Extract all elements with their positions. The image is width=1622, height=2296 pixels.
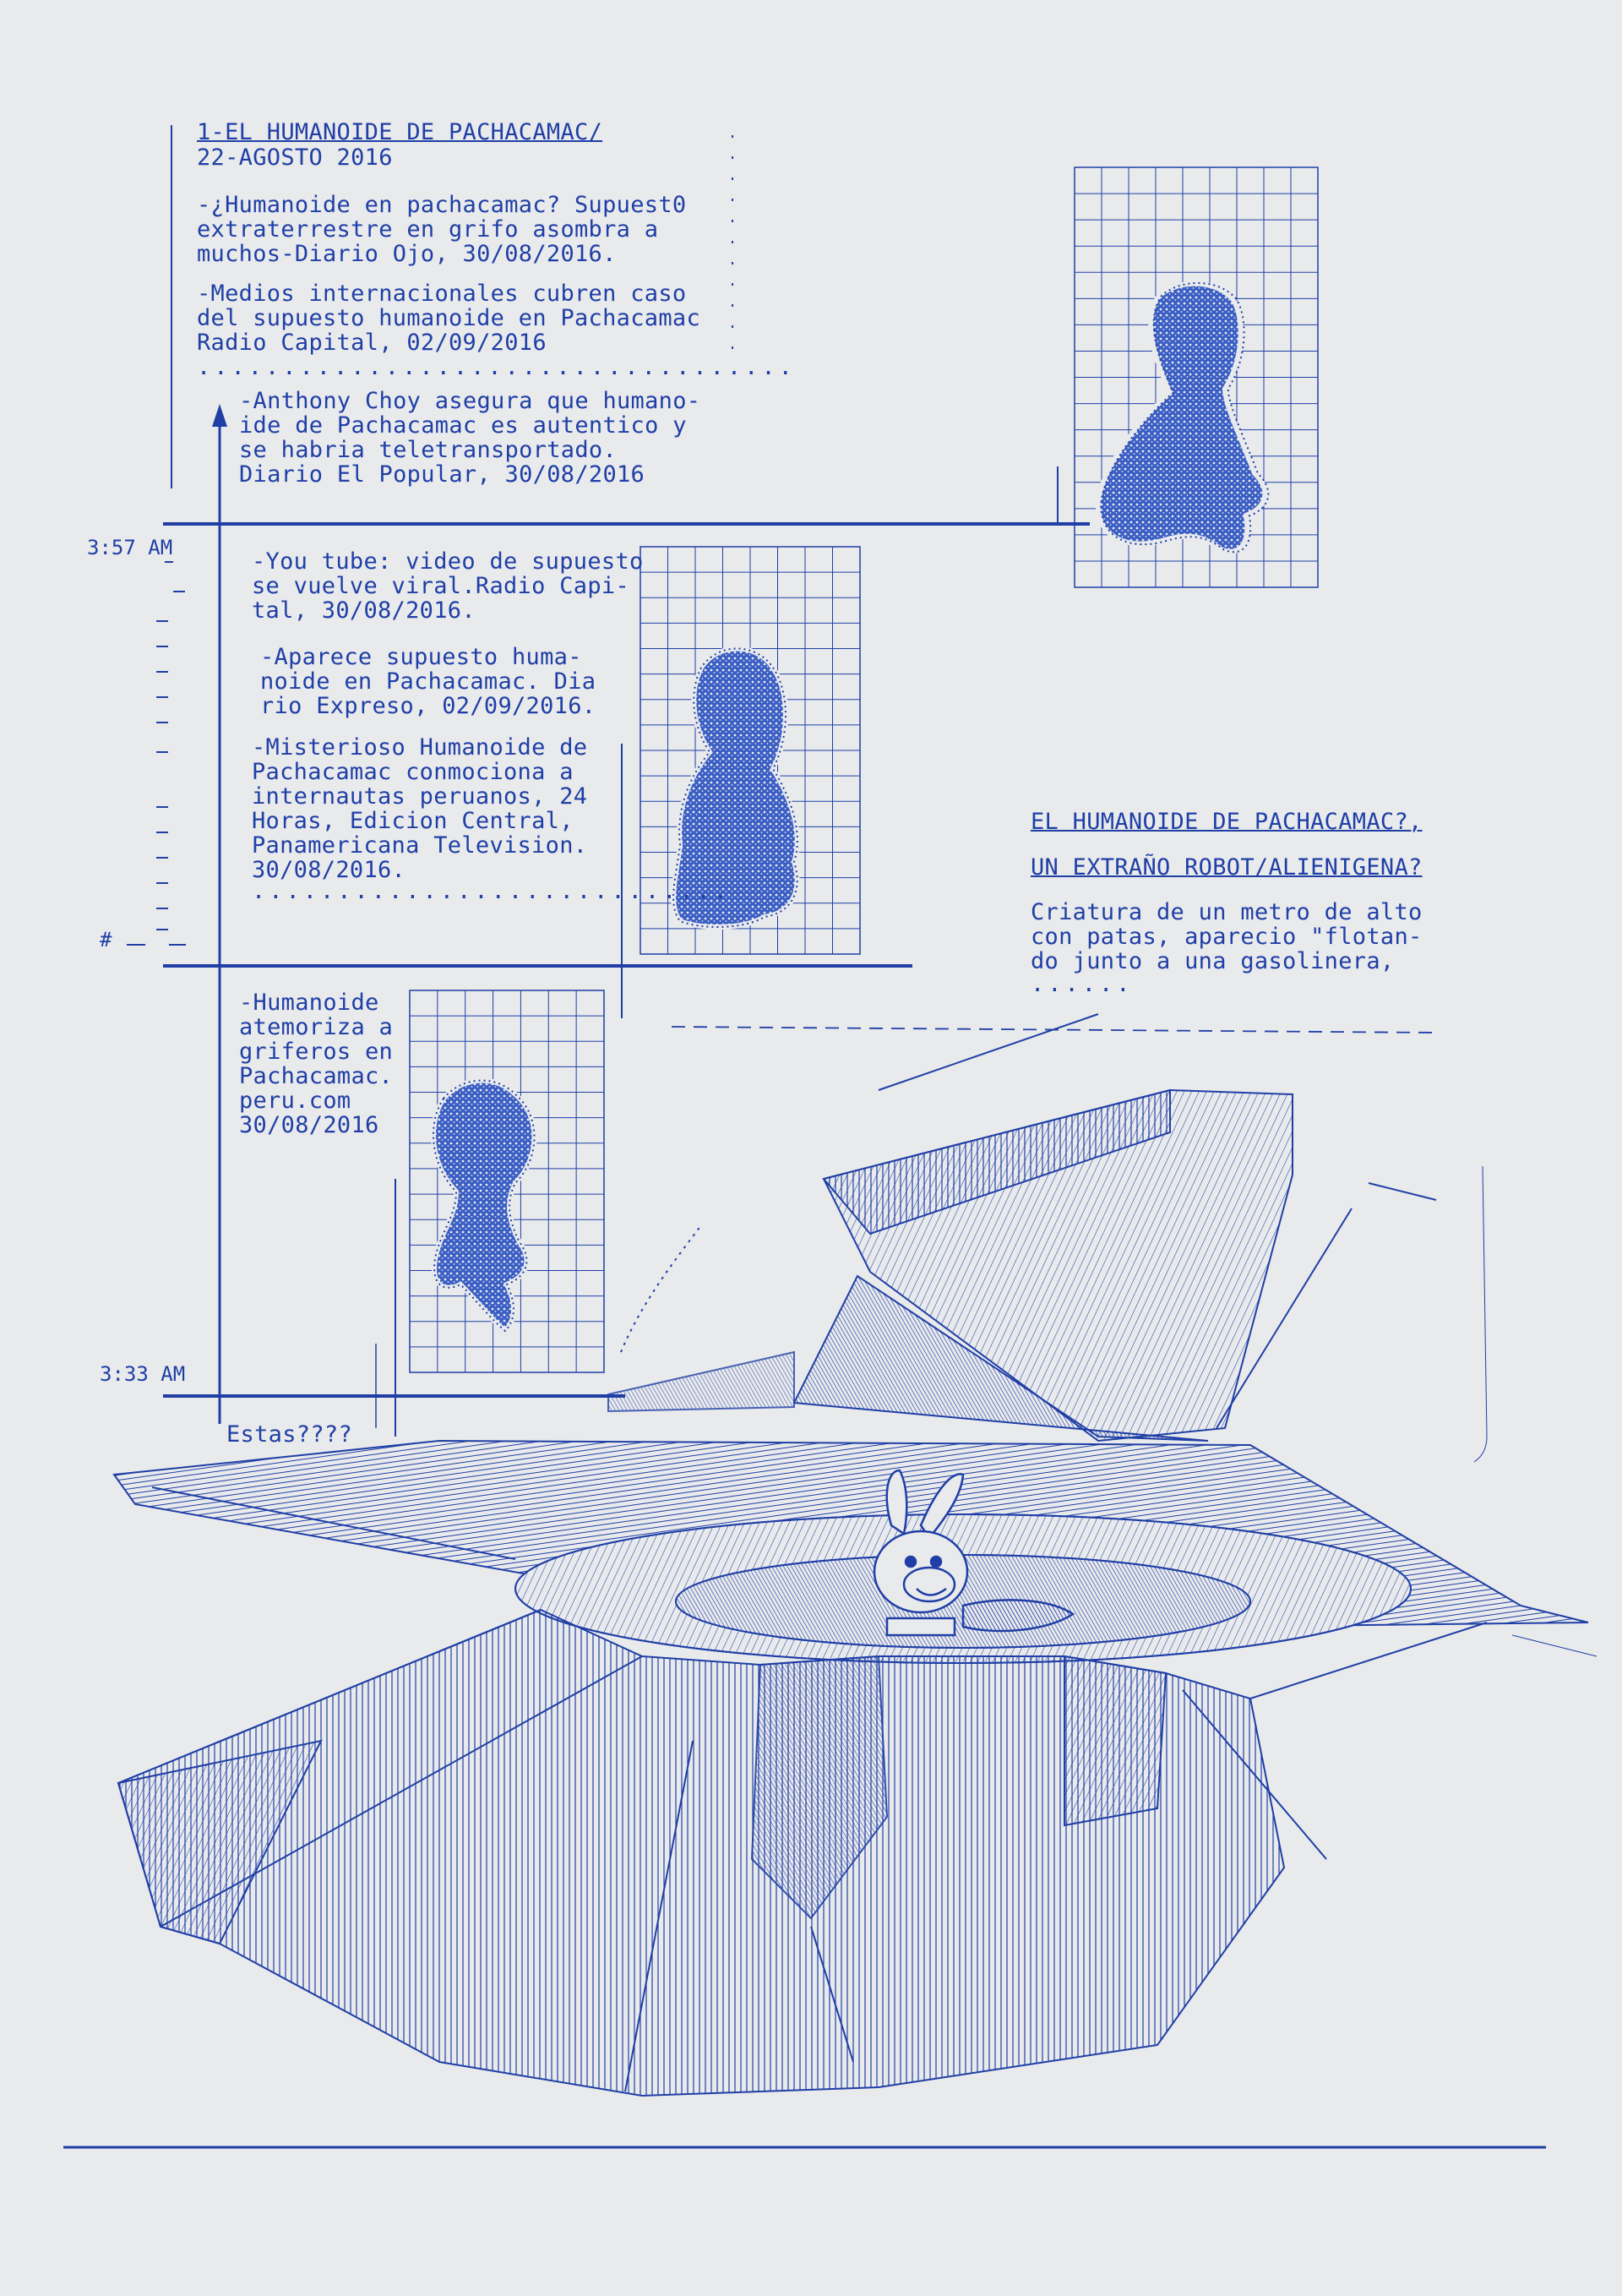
drawing-caption: Estas???? [226, 1421, 352, 1448]
dotted-separator: ................................... [197, 354, 796, 380]
news-entry-el-popular: -Anthony Choy asegura que humano- ide de Pachacamac es autentico y se habria teletransportado. Diario El Popular, 30/08/2016 [239, 388, 701, 488]
news-entry-youtube: -You tube: video de supuesto se vuelve viral.Radio Capi- tal, 30/08/2016. [252, 548, 644, 624]
headline-body: Criatura de un metro de alto con patas, aparecio "flotan- do junto a una gasolinera, [1031, 899, 1423, 974]
headline-line-2: UN EXTRAÑO ROBOT/ALIENIGENA? [1031, 854, 1423, 881]
headline-line-1: EL HUMANOIDE DE PACHACAMAC?, [1031, 809, 1423, 835]
timeline-date: 22-AGOSTO 2016 [197, 145, 393, 171]
hash-mark: # [100, 928, 112, 952]
timeline-title: 1-EL HUMANOIDE DE PACHACAMAC/ [197, 119, 603, 145]
news-entry-peru-com: -Humanoide atemoriza a griferos en Pachacamac. peru.com 30/08/2016 [239, 990, 394, 1138]
humanoid-figure-bottom [433, 1081, 535, 1331]
news-entry-24-horas: -Misterioso Humanoide de Pachacamac conmociona a internautas peruanos, 24 Horas, Edicion Central, Panamericana Television. 30/08/2016. [252, 734, 588, 883]
news-entry-radio-capital: -Medios internacionales cubren caso del supuesto humanoide en Pachacamac Radio Capital, 02/09/2016 [197, 281, 700, 356]
humanoid-figure-top [1098, 283, 1268, 552]
news-entry-expreso: -Aparece supuesto huma- noide en Pachacamac. Dia rio Expreso, 02/09/2016. [260, 644, 596, 719]
headline-ellipsis: ...... [1031, 971, 1134, 997]
time-label-333: 3:33 AM [100, 1362, 186, 1386]
time-label-357: 3:57 AM [87, 536, 173, 559]
architecture-drawing [114, 1014, 1597, 2096]
news-entry-diario-ojo: -¿Humanoide en pachacamac? Supuest0 extraterrestre en grifo asombra a muchos-Diario Ojo, 30/08/2016. [197, 192, 687, 267]
dotted-separator-short: ............................ [252, 878, 732, 904]
